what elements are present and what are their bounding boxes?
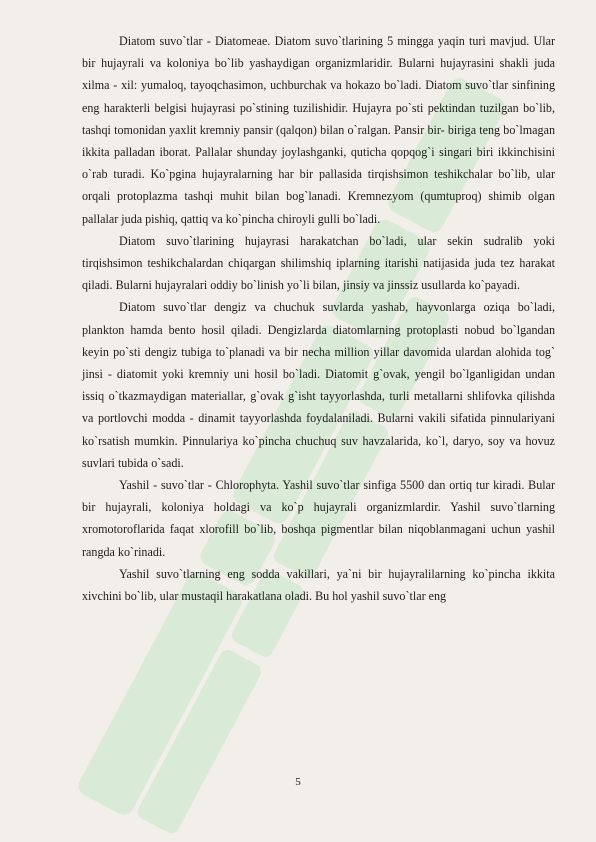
paragraph-green-algae-intro: Yashil - suvo`tlar - Chlorophyta. Yashil suvo`tlar sinfiga 5500 dan ortiq tur kiradi. Bular bir hujayrali, koloniya holdagi va ko`p hujayrali organizmlardir. Yashil suvo`tlarning xromotoroflarida faqat xlorofill bo`lib, boshqa pigmentlar bilan niqoblanmagani uchun yashil rangda ko`rinadi. <box>82 478 555 559</box>
document-body <box>82 30 555 607</box>
paragraph-green-algae-simple: Yashil suvo`tlarning eng sodda vakillari, ya`ni bir hujayralilarning ko`pincha ikkita xivchini bo`lib, ular mustaqil harakatlana oladi. Bu hol yashil suvo`tlar eng <box>82 566 555 604</box>
paragraph-diatom-intro: Diatom suvo`tlar - Diatomeae. Diatom suvo`tlarining 5 mingga yaqin turi mavjud. Ular bir hujayrali va koloniya bo`lib yashaydigan organizmlaridir. Bularni hujayrasini shakli juda xilma - xil: yumaloq, tayoqchasimon, uchburchak va hokazo bo`ladi. Diatom suvo`tlar sinfining eng harakterli belgisi hujayrasi po`stining tuzilishidir. Hujayra po`sti pektindan tuzilgan bo`lib, tashqi tomonidan yaxlit kremniy pansir (qalqon) bilan o`ralgan. Pansir bir- biriga teng bo`lmagan ikkita palladan iborat. Pallalar shunday joylashganki, quticha qopqog`i singari biri ikkinchisini o`rab turadi. Ko`pgina hujayralarning har bir pallasida tirqishsimon teshikchalar bo`lib, ular orqali protoplazma tashqi muhit bilan bog`lanadi. Kremnezyom (qumtuproq) shimib olgan pallalar juda pishiq, qattiq va ko`pincha chiroyli gulli bo`ladi. <box>82 34 555 226</box>
paragraph-diatom-movement: Diatom suvo`tlarining hujayrasi harakatchan bo`ladi, ular sekin sudralib yoki tirqishsimon teshikchalardan chiqargan shilimshiq iplarning itarishi natijasida juda tez harakat qiladi. Bularni hujayralari oddiy bo`linish yo`li bilan, jinsiy va jinssiz usullarda ko`payadi. <box>82 233 555 293</box>
page-number: 5 <box>295 776 301 788</box>
paragraph-diatom-habitat: Diatom suvo`tlar dengiz va chuchuk suvlarda yashab, hayvonlarga oziqa bo`ladi, plankton hamda bento hosil qiladi. Dengizlarda diatomlarning protoplasti nobud bo`lgandan keyin po`sti dengiz tubiga to`planadi va bir necha million yillar davomida ulardan alohida tog` jinsi - diatomit yoki kremniy uni hosil bo`ladi. Diatomit g`ovak, yengil bo`lganligidan undan issiq o`tkazmaydigan materiallar, g`ovak g`isht tayyorlashda, turli metallarni shlifovka qilishda va portlovchi modda - dinamit tayyorlashda foydalaniladi. Bularni vakili sifatida pinnulariyani ko`rsatish mumkin. Pinnulariya ko`pincha chuchuq suv havzalarida, ko`l, daryo, soy va hovuz suvlari tubida o`sadi. <box>82 300 555 470</box>
